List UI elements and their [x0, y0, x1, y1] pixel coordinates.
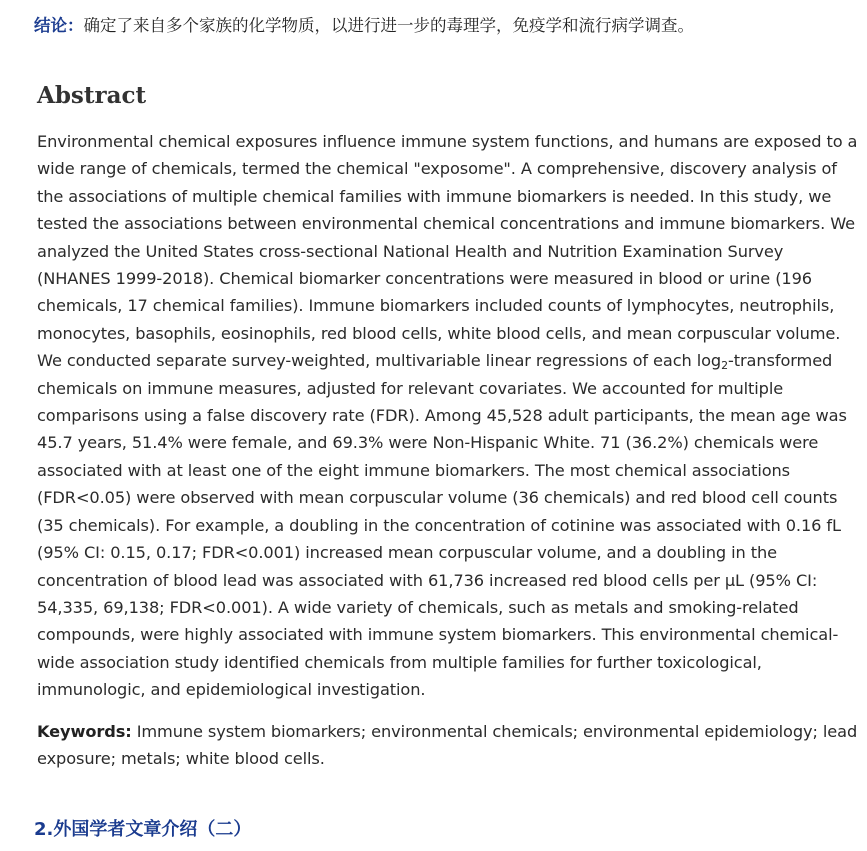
abstract-line: Environmental chemical exposures influence immune system functions, and humans are exposed to a: [37, 132, 858, 151]
keywords-line: [37, 718, 861, 745]
keywords-text-continued: exposure; metals; white blood cells.: [37, 749, 325, 769]
log-text-before: We conducted separate survey-weighted, multivariable linear regressions of each log: [37, 351, 722, 371]
abstract-line: tested the associations between environmental chemical concentrations and immune biomarkers. We: [37, 214, 856, 234]
abstract-line: analyzed the United States cross-sectional National Health and Nutrition Examination Survey: [37, 241, 784, 261]
abstract-line: compounds, were highly associated with immune system biomarkers. This environmental chemical-: [37, 625, 839, 645]
keywords-text: Immune system biomarkers; environmental chemicals; environmental epidemiology; lead: [131, 722, 858, 741]
abstract-line: (NHANES 1999-2018). Chemical biomarker concentrations were measured in blood or urine (196: [37, 269, 813, 289]
abstract-line-log: [37, 347, 861, 374]
conclusion-label: 结论：: [34, 16, 84, 35]
abstract-line: chemicals on immune measures, adjusted for relevant covariates. We accounted for multiple: [37, 378, 784, 398]
abstract-title: Abstract: [37, 82, 147, 109]
abstract-line: chemicals, 17 chemical families). Immune biomarkers included counts of lymphocytes, neutrophils,: [37, 296, 835, 316]
keywords-paragraph: [37, 718, 861, 773]
abstract-line: 45.7 years, 51.4% were female, and 69.3% were Non-Hispanic White. 71 (36.2%) chemicals were: [37, 433, 819, 453]
abstract-line: (95% CI: 0.15, 0.17; FDR<0.001) increased mean corpuscular volume, and a doubling in the: [37, 543, 777, 563]
abstract-body: [37, 128, 861, 704]
abstract-line: wide association study identified chemicals from multiple families for further toxicological,: [37, 652, 762, 672]
abstract-line: associated with at least one of the eight immune biomarkers. The most chemical associations: [37, 460, 791, 480]
abstract-line: 54,335, 69,138; FDR<0.001). A wide variety of chemicals, such as metals and smoking-related: [37, 597, 799, 617]
abstract-line: monocytes, basophils, eosinophils, red blood cells, white blood cells, and mean corpuscular volume.: [37, 323, 841, 343]
log-subscript: 2: [721, 359, 728, 373]
section-heading: 2.外国学者文章介绍（二）: [34, 819, 252, 840]
conclusion-paragraph: [34, 14, 860, 38]
abstract-line: immunologic, and epidemiological investigation.: [37, 680, 426, 700]
keywords-label: Keywords:: [37, 722, 132, 741]
abstract-line: concentration of blood lead was associated with 61,736 increased red blood cells per µL (95% CI:: [37, 570, 818, 590]
log-text-after: -transformed: [728, 351, 833, 371]
abstract-line: (35 chemicals). For example, a doubling in the concentration of cotinine was associated with 0.16 fL: [37, 515, 841, 535]
abstract-line: (FDR<0.05) were observed with mean corpuscular volume (36 chemicals) and red blood cell counts: [37, 488, 838, 508]
abstract-line: the associations of multiple chemical families with immune biomarkers is needed. In this study, we: [37, 186, 832, 206]
conclusion-text: 确定了来自多个家族的化学物质，以进行进一步的毒理学，免疫学和流行病学调查。: [83, 16, 694, 35]
abstract-line: comparisons using a false discovery rate (FDR). Among 45,528 adult participants, the mean age was: [37, 406, 847, 426]
abstract-line: wide range of chemicals, termed the chemical "exposome". A comprehensive, discovery analysis of: [37, 159, 837, 179]
